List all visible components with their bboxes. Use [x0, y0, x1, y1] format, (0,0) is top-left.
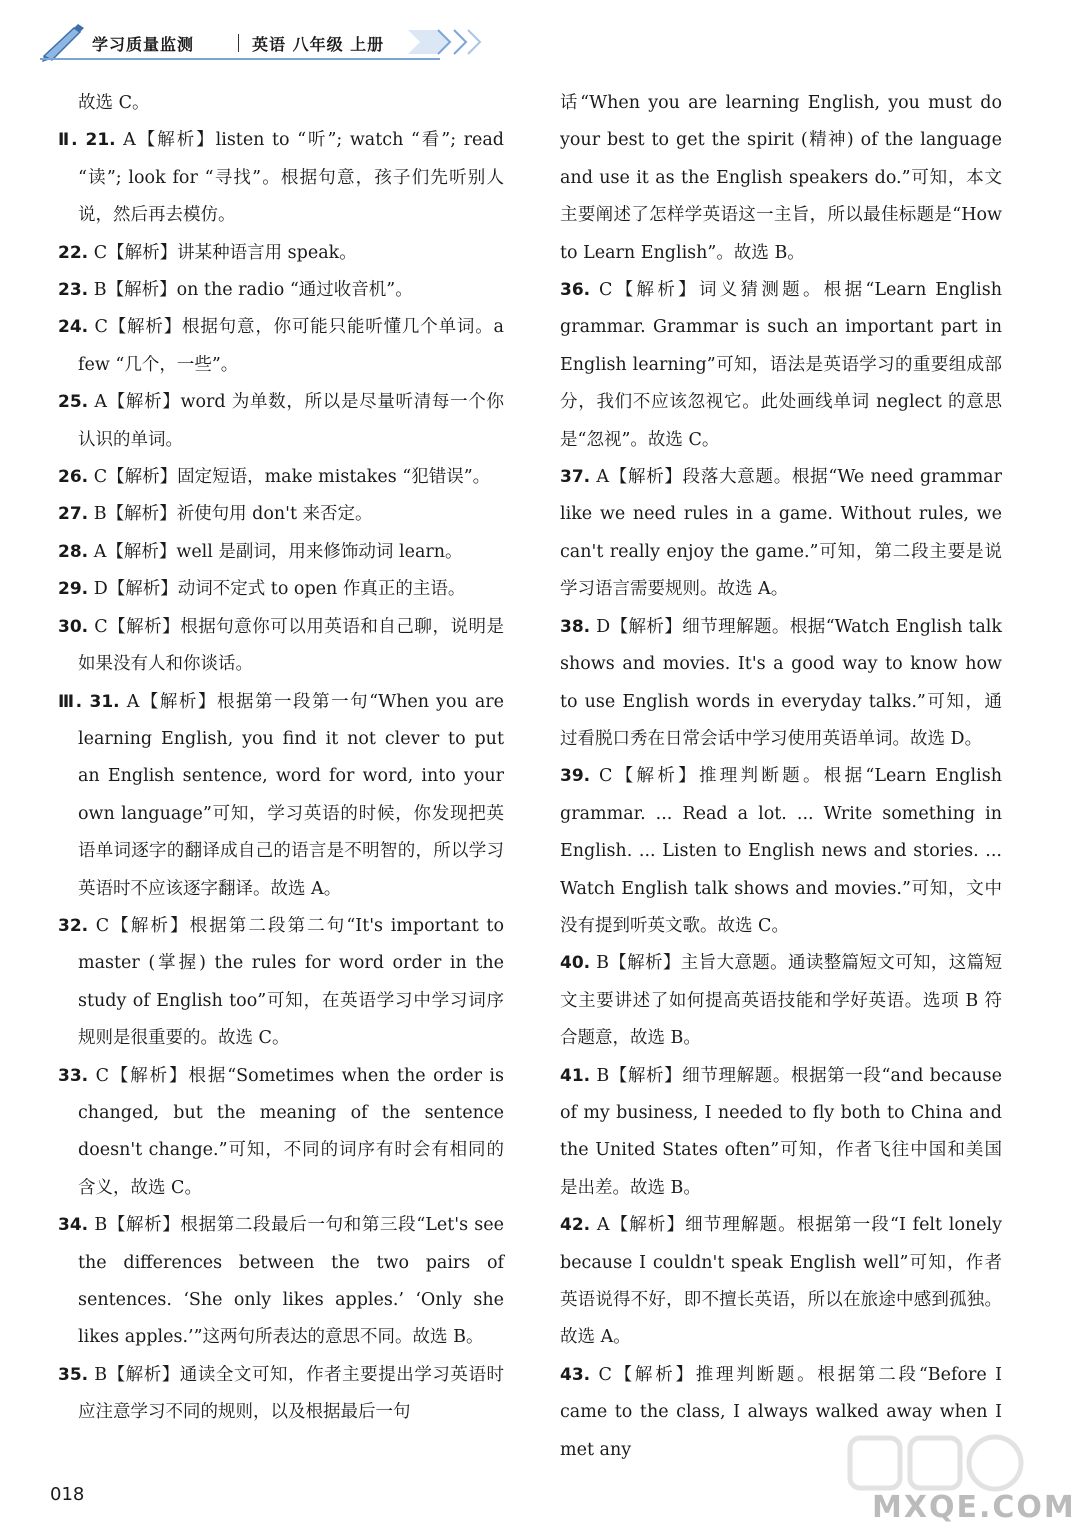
answer-text: C【解析】推理判断题。根据“Learn English grammar. ... Read a lot. ... Write something in English. ... Listen to English news and stories. ... Watch English talk shows and movies.”可知，文中没有提到听英文歌。故选 C。 — [560, 766, 1002, 936]
answer-item — [58, 384, 504, 459]
answer-text: C【解析】根据“Sometimes when the order is changed, but the meaning of the sentence doesn't change.”可知，不同的词序有时会有相同的含义，故选 C。 — [78, 1065, 504, 1198]
page-number: 018 — [50, 1484, 85, 1505]
answer-number: 33. — [58, 1065, 89, 1086]
header-underline — [40, 58, 440, 60]
page-header — [40, 22, 460, 62]
answer-number: 34. — [58, 1215, 89, 1236]
answer-item — [58, 496, 504, 533]
header-subtitle: 英语 八年级 上册 — [252, 35, 385, 54]
answer-item — [58, 908, 504, 1058]
answer-text: B【解析】主旨大意题。通读整篇短文可知，这篇短文主要讲述了如何提高英语技能和学好英语。选项 B 符合题意，故选 B。 — [560, 953, 1002, 1049]
answer-item — [58, 571, 504, 608]
answer-number: 32. — [58, 915, 89, 936]
answer-text: B【解析】根据第二段最后一句和第三段“Let's see the differences between the two pairs of sentences. ‘She only likes apples.’ ‘Only she likes apples.’”这两句所表达的意思不同。故选 B。 — [78, 1215, 504, 1348]
answer-text: C【解析】根据第二段第二句“It's important to master (掌握) the rules for word order in the study of English too”可知，在英语学习中学习词序规则是很重要的。故选 C。 — [78, 915, 504, 1049]
answer-text: C【解析】推理判断题。根据第二段“Before I came to the class, I always walked away when I met any — [560, 1364, 1002, 1460]
answer-item — [560, 85, 1002, 272]
answer-text: D【解析】细节理解题。根据“Watch English talk shows and movies. It's a good way to know how to use English words in everyday talks.”可知，通过看脱口秀在日常会话中学习使用英语单词。故选 D。 — [560, 616, 1002, 749]
answer-number: 39. — [560, 766, 591, 787]
answer-item — [58, 534, 504, 571]
answer-item — [560, 945, 1002, 1057]
answer-text: C【解析】讲某种语言用 speak。 — [93, 242, 357, 263]
answer-number: 24. — [58, 317, 89, 338]
answer-number: 30. — [58, 616, 89, 637]
header-title: 学习质量监测 — [92, 35, 195, 54]
answer-number: 27. — [58, 504, 89, 525]
answer-text: A【解析】well 是副词，用来修饰动词 learn。 — [93, 541, 463, 562]
answer-text: A【解析】细节理解题。根据第一段“I felt lonely because I couldn't speak English well”可知，作者英语说得不好，即不擅长英语，所以在旅途中感到孤独。故选 A。 — [560, 1215, 1002, 1348]
answer-item — [58, 272, 504, 309]
answer-number: 35. — [58, 1364, 89, 1385]
answer-text: B【解析】on the radio “通过收音机”。 — [93, 280, 413, 301]
answer-number: 25. — [58, 392, 89, 413]
answer-item — [58, 309, 504, 384]
left-column — [58, 85, 504, 1432]
watermark-url: MXQE.COM — [872, 1490, 1076, 1525]
answer-item — [560, 609, 1002, 759]
answer-number: 41. — [560, 1065, 591, 1086]
answer-item — [58, 1058, 504, 1208]
answer-number: 38. — [560, 616, 591, 637]
answer-text: 话“When you are learning English, you must do your best to get the spirit (精神) of the language and use it as the English speakers do.”可知，本文主要阐述了怎样学英语这一主旨，所以最佳标题是“How to Learn English”。故选 B。 — [560, 93, 1002, 263]
answer-item — [560, 1207, 1002, 1357]
answer-item — [58, 1357, 504, 1432]
answer-number: 26. — [58, 467, 89, 488]
answer-text: 故选 C。 — [78, 93, 150, 113]
answer-text: B【解析】祈使句用 don't 来否定。 — [93, 504, 373, 525]
answer-text: A【解析】listen to “听”; watch “看”; read “读”; look for “寻找”。根据句意，孩子们先听别人说，然后再去模仿。 — [78, 130, 504, 226]
answer-number: 36. — [560, 280, 591, 301]
answer-number: Ⅲ. 31. — [58, 691, 120, 712]
answer-item — [58, 684, 504, 908]
answer-item — [58, 459, 504, 496]
answer-number: 29. — [58, 579, 89, 600]
answer-text: C【解析】词义猜测题。根据“Learn English grammar. Grammar is such an important part in English learning”可知，语法是英语学习的重要组成部分，我们不应该忽视它。此处画线单词 neglect 的意思是“忽视”。故选 C。 — [560, 280, 1002, 450]
right-column — [560, 85, 1002, 1469]
answer-number: 37. — [560, 467, 591, 488]
pen-icon — [40, 22, 90, 62]
answer-text: A【解析】word 为单数，所以是尽量听清每一个你认识的单词。 — [78, 392, 504, 450]
answer-number: 28. — [58, 541, 89, 562]
answer-item — [58, 122, 504, 234]
header-divider — [238, 34, 239, 52]
answer-item — [58, 85, 504, 122]
answer-text: D【解析】动词不定式 to open 作真正的主语。 — [93, 579, 466, 600]
answer-item — [58, 1207, 504, 1357]
answer-text: C【解析】根据句意你可以用英语和自己聊，说明是如果没有人和你谈话。 — [78, 616, 504, 675]
answer-number: Ⅱ. 21. — [58, 130, 116, 151]
answer-text: A【解析】根据第一段第一句“When you are learning English, you find it not clever to put an English sentence, word for word, into your own language”可知，学习英语的时候，你发现把英语单词逐字的翻译成自己的语言是不明智的，所以学习英语时不应该逐字翻译。故选 A。 — [78, 691, 504, 899]
answer-number: 42. — [560, 1215, 591, 1236]
answer-number: 40. — [560, 953, 591, 974]
answer-item — [58, 235, 504, 272]
answer-item — [560, 758, 1002, 945]
answer-text: B【解析】细节理解题。根据第一段“and because of my business, I needed to fly both to China and the United States often”可知，作者飞往中国和美国是出差。故选 B。 — [560, 1065, 1002, 1198]
answer-text: C【解析】固定短语，make mistakes “犯错误”。 — [93, 467, 491, 488]
answer-number: 43. — [560, 1364, 591, 1385]
answer-number: 22. — [58, 242, 89, 263]
answer-text: A【解析】段落大意题。根据“We need grammar like we need rules in a game. Without rules, we can't really enjoy the game.”可知，第二段主要是说学习语言需要规则。故选 A。 — [560, 467, 1002, 600]
chevron-decoration-icon — [408, 26, 488, 58]
answer-number: 23. — [58, 280, 89, 301]
answer-item — [560, 272, 1002, 459]
answer-item — [560, 1058, 1002, 1208]
answer-item — [560, 459, 1002, 609]
answer-item — [58, 609, 504, 684]
answer-text: C【解析】根据句意，你可能只能听懂几个单词。a few “几个，一些”。 — [78, 317, 504, 375]
answer-text: B【解析】通读全文可知，作者主要提出学习英语时应注意学习不同的规则，以及根据最后一句 — [78, 1364, 504, 1423]
